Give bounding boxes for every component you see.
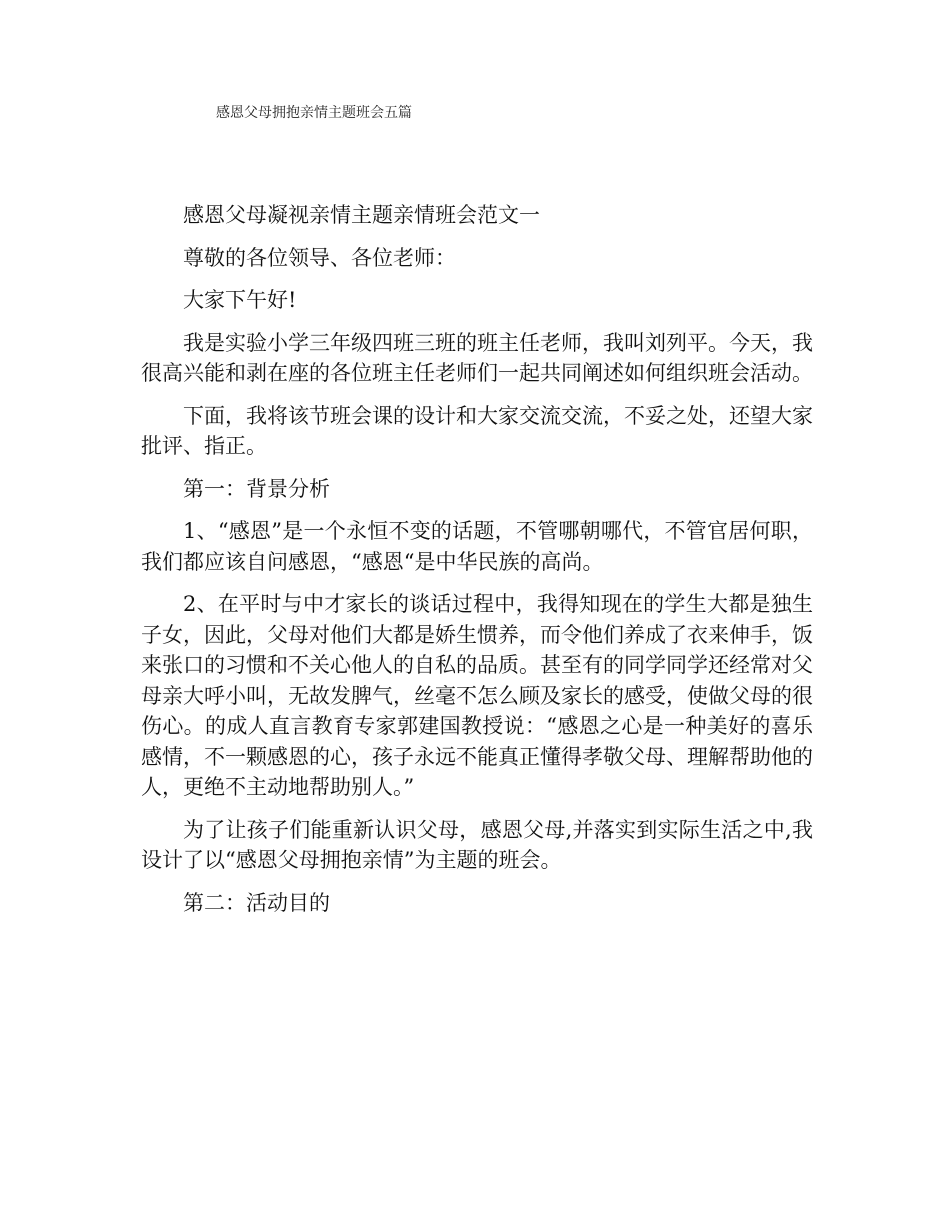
body-paragraph: 1、“感恩”是一个永恒不变的话题，不管哪朝哪代，不管官居何职，我们都应该自问感恩，“感恩“是中华民族的高尚。 xyxy=(141,519,813,574)
document-body xyxy=(141,200,813,930)
subsection-heading: 第一：背景分析 xyxy=(183,476,330,501)
body-paragraph: 我是实验小学三年级四班三班的班主任老师，我叫刘列平。今天，我很高兴能和剥在座的各位班主任老师们一起共同阐述如何组织班会活动。 xyxy=(141,330,813,385)
body-paragraph: 下面，我将该节班会课的设计和大家交流交流，不妥之处，还望大家批评、指正。 xyxy=(141,403,813,458)
greeting: 大家下午好! xyxy=(183,288,297,312)
body-paragraph: 为了让孩子们能重新认识父母，感恩父母,并落实到实际生活之中,我设计了以“感恩父母拥抱亲情”为主题的班会。 xyxy=(141,817,813,872)
subsection-heading: 第二：活动目的 xyxy=(183,890,330,915)
salutation: 尊敬的各位领导、各位老师： xyxy=(183,245,456,270)
body-paragraph: 2、在平时与中才家长的谈话过程中，我得知现在的学生大都是独生子女，因此，父母对他们大都是娇生惯养，而令他们养成了衣来伸手，饭来张口的习惯和不关心他人的自私的品质。甚至有的同学同学还经常对父母亲大呼小叫，无故发脾气，丝毫不怎么顾及家长的感受，使做父母的很伤心。的成人直言教育专家郭建国教授说：“感恩之心是一种美好的喜乐感情，不一颗感恩的心，孩子永远不能真正懂得孝敬父母、理解帮助他的人，更绝不主动地帮助别人。” xyxy=(141,592,813,799)
section-heading: 感恩父母凝视亲情主题亲情班会范文一 xyxy=(183,203,540,227)
document-header-title: 感恩父母拥抱亲情主题班会五篇 xyxy=(216,105,412,121)
